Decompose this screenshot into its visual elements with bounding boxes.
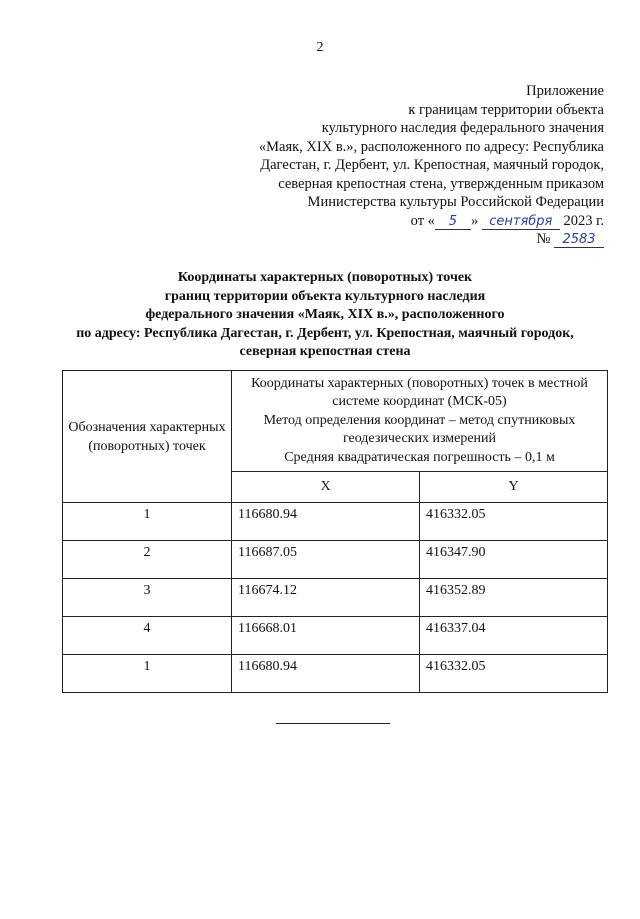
table-header-row xyxy=(63,371,608,472)
table-row xyxy=(63,655,608,693)
y-cell: 416337.04 xyxy=(420,617,608,655)
appendix-line: культурного наследия федерального значения xyxy=(321,120,604,136)
header-desc-line: Средняя квадратическая погрешность – 0,1 м xyxy=(284,449,555,465)
y-cell: 416332.05 xyxy=(420,503,608,541)
order-date-line xyxy=(184,212,604,231)
title-line: северная крепостная стена xyxy=(239,344,411,359)
y-column-header: Y xyxy=(420,472,608,503)
header-desc-line: Координаты характерных (поворотных) точек в местной xyxy=(251,375,588,391)
point-cell: 4 xyxy=(63,617,232,655)
handwritten-month: сентября xyxy=(482,215,560,230)
point-cell: 1 xyxy=(63,655,232,693)
date-prefix: от « xyxy=(410,212,435,229)
number-sign: № xyxy=(536,231,551,247)
title-line: по адресу: Республика Дагестан, г. Дербент, ул. Крепостная, маячный городок, xyxy=(76,325,574,341)
point-cell: 3 xyxy=(63,579,232,617)
title-line: федерального значения «Маяк, XIX в.», расположенного xyxy=(145,307,505,322)
appendix-line: северная крепостная стена, утвержденным приказом xyxy=(278,175,604,192)
y-cell: 416352.89 xyxy=(420,579,608,617)
order-number-line xyxy=(184,230,604,249)
appendix-line: Дагестан, г. Дербент, ул. Крепостная, маячный городок, xyxy=(260,157,604,173)
appendix-line: Министерства культуры Российской Федерации xyxy=(307,194,604,210)
x-cell: 116668.01 xyxy=(232,617,420,655)
date-year: 2023 г. xyxy=(563,212,604,229)
appendix-line: Приложение xyxy=(526,83,604,99)
handwritten-day: 5 xyxy=(435,215,471,230)
table-row xyxy=(63,541,608,579)
x-cell: 116674.12 xyxy=(232,579,420,617)
y-cell: 416347.90 xyxy=(420,541,608,579)
appendix-line: к границам территории объекта xyxy=(408,101,604,118)
x-cell: 116680.94 xyxy=(232,503,420,541)
point-cell: 1 xyxy=(63,503,232,541)
point-designation-header: Обозначения характерных (поворотных) точек xyxy=(63,371,232,503)
end-divider xyxy=(276,723,390,724)
point-cell: 2 xyxy=(63,541,232,579)
coordinate-system-header xyxy=(232,371,608,472)
coordinates-table xyxy=(62,370,608,693)
date-quote-close: » xyxy=(470,212,479,229)
x-cell: 116680.94 xyxy=(232,655,420,693)
appendix-line: «Маяк, XIX в.», расположенного по адресу: Республика xyxy=(258,138,604,155)
title-line: границ территории объекта культурного наследия xyxy=(164,288,486,304)
document-title xyxy=(40,269,610,362)
y-cell: 416332.05 xyxy=(420,655,608,693)
appendix-block xyxy=(184,82,604,249)
table-row xyxy=(63,579,608,617)
handwritten-order-number: 2583 xyxy=(554,233,604,248)
table-row xyxy=(63,503,608,541)
page-number: 2 xyxy=(316,40,324,55)
x-column-header: X xyxy=(232,472,420,503)
table-row xyxy=(63,617,608,655)
x-cell: 116687.05 xyxy=(232,541,420,579)
header-desc-line: геодезических измерений xyxy=(342,431,497,447)
header-desc-line: Метод определения координат – метод спутниковых xyxy=(263,412,576,428)
title-line: Координаты характерных (поворотных) точек xyxy=(177,270,473,285)
header-desc-line: системе координат (МСК-05) xyxy=(332,394,507,410)
